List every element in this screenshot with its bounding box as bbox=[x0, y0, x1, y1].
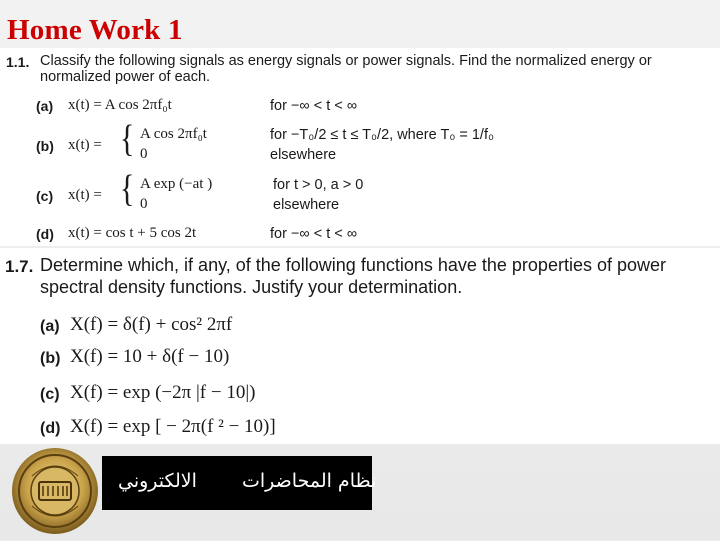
part-c-lhs: x(t) = bbox=[68, 187, 102, 203]
part-d-expression: x(t) = cos t + 5 cos 2t bbox=[68, 225, 197, 241]
part-d-expression: X(f) = exp [ − 2π(f ² − 10)] bbox=[70, 416, 276, 437]
problem-statement: Determine which, if any, of the following functions have the properties of power spectral density functions. Justify your determination. bbox=[40, 255, 667, 297]
problem-statement: Classify the following signals as energy signals or power signals. Find the normalized energy or normalized power of each. bbox=[40, 53, 652, 86]
slide-title: Home Work 1 bbox=[7, 14, 183, 46]
part-c-case-2: 0 bbox=[140, 196, 148, 212]
part-a-expression: X(f) = δ(f) + cos² 2πf bbox=[70, 314, 233, 335]
part-b-condition-2: elsewhere bbox=[270, 147, 337, 163]
part-c-brace: { bbox=[119, 168, 135, 210]
part-a-label: (a) bbox=[40, 318, 60, 335]
part-a-expression: x(t) = A cos 2πf₀t bbox=[68, 97, 172, 113]
part-c-label: (c) bbox=[40, 386, 60, 403]
part-b-condition-1: for −T₀/2 ≤ t ≤ T₀/2, where T₀ = 1/f₀ bbox=[270, 127, 495, 143]
part-b-expression: X(f) = 10 + δ(f − 10) bbox=[70, 346, 230, 367]
part-d-label: (d) bbox=[36, 226, 54, 242]
part-c-case-1: A exp (−at ) bbox=[140, 176, 213, 192]
part-d-condition: for −∞ < t < ∞ bbox=[270, 226, 358, 242]
problem-number: 1.7. bbox=[5, 257, 34, 276]
part-c-expression: X(f) = exp (−2π |f − 10|) bbox=[70, 382, 256, 403]
problem-1-1-panel bbox=[0, 48, 720, 246]
problem-1-7-panel bbox=[0, 248, 720, 444]
part-d-label: (d) bbox=[40, 420, 61, 437]
part-b-lhs: x(t) = bbox=[68, 137, 102, 153]
part-b-case-1: A cos 2πf₀t bbox=[140, 126, 207, 142]
part-a-label: (a) bbox=[36, 98, 54, 114]
part-b-brace: { bbox=[119, 118, 135, 160]
footer-text-lecture-system: نظام المحاضرات bbox=[242, 470, 377, 492]
part-b-label: (b) bbox=[40, 350, 61, 367]
part-b-case-2: 0 bbox=[140, 146, 148, 162]
footer-text-electronic: الالكتروني bbox=[118, 470, 197, 492]
part-c-condition-2: elsewhere bbox=[273, 197, 340, 213]
part-b-label: (b) bbox=[36, 138, 54, 154]
university-logo-icon bbox=[10, 446, 100, 536]
part-a-condition: for −∞ < t < ∞ bbox=[270, 98, 358, 114]
part-c-condition-1: for t > 0, a > 0 bbox=[273, 177, 364, 193]
problem-number: 1.1. bbox=[6, 54, 30, 70]
part-c-label: (c) bbox=[36, 188, 54, 204]
